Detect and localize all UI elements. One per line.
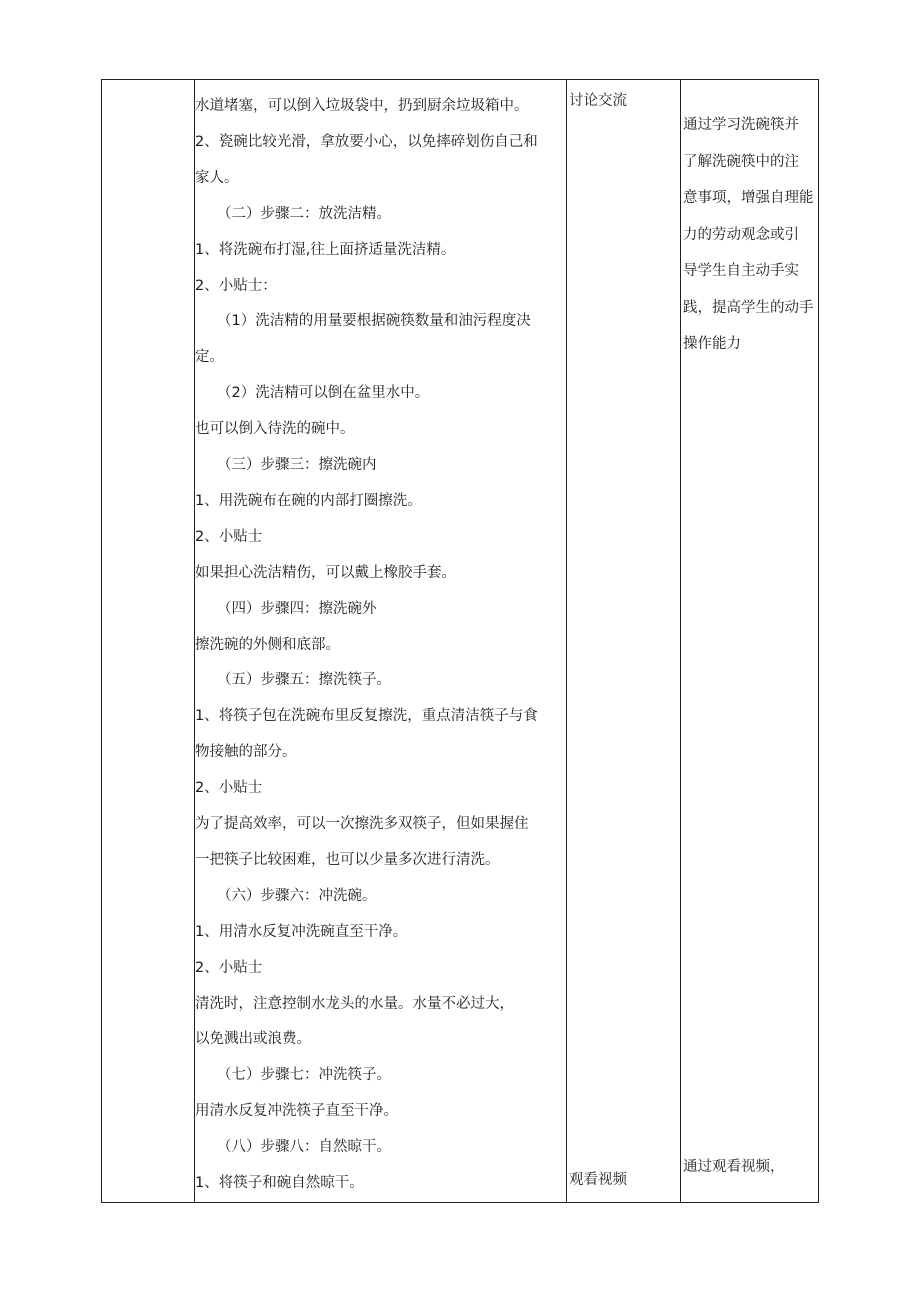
- content-line: （四）步骤四：擦洗碗外: [217, 600, 377, 617]
- content-line: 1、将筷子包在洗碗布里反复擦洗，重点清洁筷子与食: [195, 708, 538, 725]
- design-intent-column: [681, 80, 819, 1202]
- content-line: 2、小贴士: [195, 780, 263, 797]
- content-line: 1、将筷子和碗自然晾干。: [195, 1175, 364, 1191]
- content-line: 家人。: [195, 169, 239, 186]
- content-line: 2、小贴士: [195, 959, 263, 976]
- student-activity-column: [567, 80, 679, 1202]
- content-line: 2、瓷碗比较光滑，拿放要小心，以免摔碎划伤自己和: [195, 133, 538, 150]
- content-line: 为了提高效率，可以一次擦洗多双筷子，但如果握住: [195, 816, 529, 832]
- content-line: 清洗时，注意控制水龙头的水量。水量不必过大，: [195, 995, 514, 1012]
- teaching-content-column: [195, 80, 565, 1202]
- content-line: 定。: [195, 349, 224, 366]
- content-line: 2、小贴士：: [195, 277, 277, 294]
- goal-line: 践，提高学生的动手: [683, 299, 814, 316]
- content-line: （2）洗洁精可以倒在盆里水中。: [217, 385, 430, 402]
- content-line: 一把筷子比较困难，也可以少量多次进行清洗。: [195, 851, 500, 868]
- content-line: 1、将洗碗布打湿,往上面挤适量洗洁精。: [195, 241, 456, 258]
- content-line: （八）步骤八：自然晾干。: [217, 1139, 391, 1156]
- content-line: 1、用洗碗布在碗的内部打圈擦洗。: [195, 492, 422, 509]
- goal-tail: 通过观看视频，: [683, 1159, 785, 1175]
- content-line: 1、用清水反复冲洗碗直至干净。: [195, 923, 408, 940]
- content-line: （六）步骤六：冲洗碗。: [217, 887, 377, 904]
- goal-line: 意事项，增强自理能: [683, 190, 814, 206]
- content-line: 擦洗碗的外侧和底部。: [195, 636, 340, 653]
- content-line: 以免溅出或浪费。: [195, 1031, 311, 1048]
- goal-line: 了解洗碗筷中的注: [683, 153, 799, 170]
- content-line: 用清水反复冲洗筷子直至干净。: [195, 1103, 398, 1120]
- lesson-table: [101, 79, 819, 1203]
- goal-line: 通过学习洗碗筷并: [683, 117, 799, 133]
- content-line: （二）步骤二：放洗洁精。: [217, 205, 391, 222]
- content-line: 如果担心洗洁精伤，可以戴上橡胶手套。: [195, 564, 456, 581]
- activity-discussion: 讨论交流: [569, 93, 627, 109]
- goal-line: 导学生自主动手实: [683, 263, 799, 279]
- content-line: 水道堵塞，可以倒入垃圾袋中，扔到厨余垃圾箱中。: [195, 98, 529, 114]
- content-line: （五）步骤五：擦洗筷子。: [217, 672, 391, 689]
- content-line: 物接触的部分。: [195, 744, 297, 761]
- goal-line: 操作能力: [683, 336, 741, 352]
- content-line: （1）洗洁精的用量要根据碗筷数量和油污程度决: [217, 313, 531, 330]
- empty-first-column: [102, 80, 194, 1202]
- activity-video: 观看视频: [569, 1172, 627, 1188]
- content-line: （三）步骤三：擦洗碗内: [217, 457, 377, 473]
- content-line: （七）步骤七：冲洗筷子。: [217, 1067, 391, 1084]
- goal-line: 力的劳动观念或引: [683, 226, 799, 243]
- content-line: 也可以倒入待洗的碗中。: [195, 421, 355, 438]
- content-line: 2、小贴士: [195, 528, 263, 545]
